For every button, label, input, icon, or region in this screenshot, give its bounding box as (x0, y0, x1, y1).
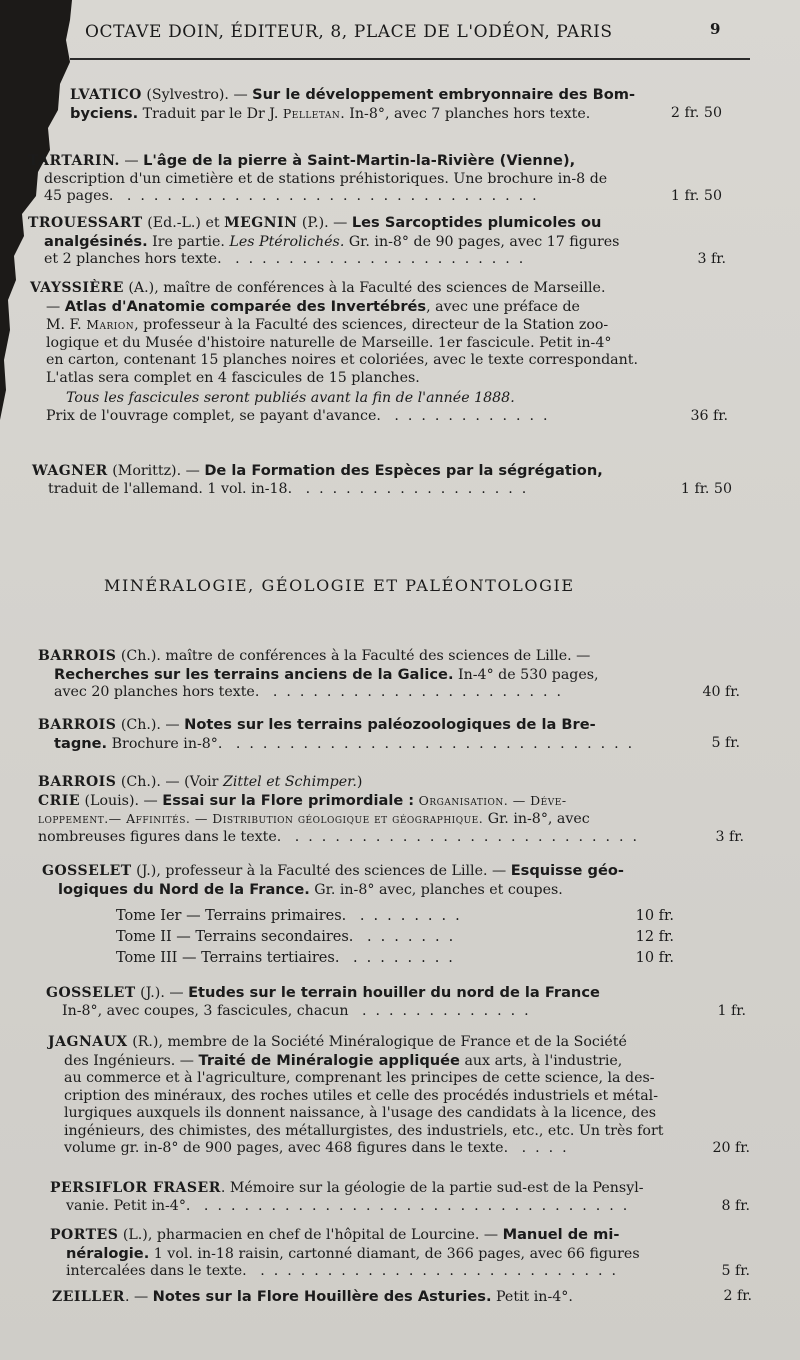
price: 2 fr. 50 (670, 104, 722, 121)
entry-line (30, 408, 728, 426)
dot-leader: ........................... (246, 1263, 625, 1279)
book-title: Esquisse géo- (510, 862, 624, 879)
page-number: 9 (710, 20, 722, 38)
entry-line (30, 280, 728, 298)
text-run: In-4° de 530 pages, (453, 666, 599, 683)
text-run: Petit in-4°. (491, 1289, 573, 1305)
text-run: . Mémoire sur la géologie de la partie sud-est de la Pensyl- (220, 1180, 644, 1196)
book-title: L'âge de la pierre à Saint-Martin-la-Rivière (Vienne), (143, 152, 576, 169)
book-title: logiques du Nord de la France. (58, 880, 310, 898)
entry-line (46, 1003, 746, 1021)
entry-line (38, 735, 740, 754)
publication-note: Tous les fascicules seront publiés avant la fin de l'année 1888. (66, 390, 515, 406)
author-name: BARROIS (38, 717, 117, 733)
text-run: Gr. in-8° avec, planches et coupes. (309, 881, 563, 898)
entry-line (28, 171, 722, 189)
text-run: Brochure in-8°. (107, 735, 223, 752)
text-run: traduit de l'allemand. 1 vol. in-18. (48, 480, 293, 497)
entry-line (38, 829, 744, 847)
price: 10 fr. (635, 908, 674, 924)
book-title: De la Formation des Espèces par la ségrégation, (204, 462, 603, 479)
tome-label: Tome II — Terrains secondaires. (116, 929, 354, 945)
text-run: et 2 planches hors texte. (44, 251, 222, 267)
publisher-line: OCTAVE DOIN, ÉDITEUR, 8, PLACE DE L'ODÉON, PARIS (85, 22, 613, 42)
entry-line (48, 1140, 750, 1158)
author-name: GOSSELET (46, 985, 136, 1001)
book-title: Recherches sur les terrains anciens de la Galice. (54, 665, 454, 683)
text-run: Gr. in-8° de 90 pages, avec 17 figures (344, 233, 620, 250)
subtitle: Organisation. — Déve- (414, 792, 567, 808)
entry-vayssiere (30, 280, 728, 425)
author-name: TARTARIN. (28, 153, 120, 169)
text-run: (A.), maître de conférences à la Faculté des sciences de Marseille. (123, 280, 606, 296)
price: 5 fr. (721, 1263, 750, 1279)
entry-line (52, 1288, 752, 1307)
dot-leader: .............................. (222, 735, 642, 752)
text-run: (R.), membre de la Société Minéralogique de France et de la Société (127, 1034, 627, 1050)
entry-line (50, 1245, 750, 1264)
text-run: (Sylvestro). — (141, 87, 253, 103)
text-run: — (119, 153, 144, 169)
text-run: intercalées dans le texte. (66, 1263, 247, 1279)
dot-leader: ........ (339, 950, 462, 966)
text-run: M. F. (46, 317, 87, 333)
price: 1 fr. (717, 1002, 746, 1019)
entry-barrois-crie (38, 774, 744, 846)
price: 1 fr. 50 (680, 480, 732, 497)
entry-line (48, 1034, 750, 1052)
text-run: . — (124, 1289, 153, 1305)
author-name: WAGNER (32, 463, 108, 479)
entry-line (28, 251, 726, 269)
text-run: Gr. in-8°, avec (483, 811, 590, 827)
text-run: , professeur à la Faculté des sciences, directeur de la Station zoo- (134, 317, 609, 333)
text-run: — (46, 298, 65, 315)
text-run: avec 20 planches hors texte. (54, 684, 260, 700)
text-run: , avec une préface de (426, 298, 580, 315)
entry-line (38, 716, 740, 735)
translator-name: Pelletan (282, 105, 341, 121)
text-run: (J.). — (135, 985, 189, 1001)
book-title: Essai sur la Flore primordiale : (162, 791, 415, 809)
tome-label: Tome III — Terrains tertiaires. (116, 950, 340, 966)
author-name: PORTES (50, 1227, 119, 1243)
text-run: 1 vol. in-18 raisin, cartonné diamant, de 366 pages, avec 66 figures (149, 1245, 640, 1262)
entry-line (28, 188, 722, 206)
text-run: ) (356, 774, 363, 790)
text-run: (Louis). — (80, 792, 163, 809)
entry-line (70, 86, 722, 105)
text-run: cription des minéraux, des roches utiles et celle des procédés industriels et métal- (64, 1087, 659, 1104)
text-run: volume gr. in-8° de 900 pages, avec 468 figures dans le texte. (64, 1140, 509, 1156)
text-run: . In-8°, avec 7 planches hors texte. (340, 105, 591, 122)
text-run: Ire partie. (147, 233, 230, 250)
text-run: In-8°, avec coupes, 3 fascicules, chacun (62, 1002, 349, 1019)
entry-line (30, 298, 728, 317)
text-run: Prix de l'ouvrage complet, se payant d'avance. (46, 407, 381, 424)
author-name: BARROIS (38, 774, 117, 790)
price: 2 fr. (723, 1288, 752, 1304)
tome-label: Tome Ier — Terrains primaires. (116, 908, 347, 924)
dot-leader: .......................... (281, 828, 647, 845)
entry-line (28, 214, 726, 233)
dot-leader: ....... (353, 929, 463, 945)
entry-silvatico (70, 86, 722, 123)
book-title: Notes sur la Flore Houillère des Asturies. (152, 1288, 492, 1305)
book-title: analgésinés. (44, 232, 148, 250)
entry-line (70, 105, 722, 124)
entry-line (30, 316, 728, 335)
author-name: VAYSSIÈRE (30, 280, 124, 296)
entry-tartarin (28, 152, 722, 206)
author-name: LVATICO (70, 87, 142, 103)
entry-line (50, 1226, 750, 1245)
book-title: néralogie. (66, 1244, 150, 1262)
tome-row (116, 929, 674, 945)
header-rule (70, 58, 750, 60)
author-name: JAGNAUX (48, 1034, 128, 1050)
entry-line (38, 792, 744, 811)
entry-portes (50, 1226, 750, 1281)
text-run: (Ch.). — (116, 717, 185, 733)
price: 10 fr. (635, 950, 674, 966)
entry-line (38, 684, 740, 702)
entry-line (48, 1070, 750, 1088)
author-name: ZEILLER (52, 1289, 125, 1305)
text-run: nombreuses figures dans le texte. (38, 828, 282, 845)
price: 20 fr. (712, 1140, 750, 1156)
text-run: lurgiques auxquels ils donnent naissance, à l'usage des candidats à la licence, des (64, 1105, 657, 1121)
price: 3 fr. (715, 828, 744, 845)
entry-jagnaux (48, 1034, 750, 1158)
entry-gosselet-esquisse (42, 862, 748, 899)
text-run: (J.), professeur à la Faculté des sciences de Lille. — (131, 863, 511, 879)
book-title: Atlas d'Anatomie comparée des Invertébrés (64, 297, 427, 315)
text-run: des Ingénieurs. — (64, 1052, 199, 1069)
book-title: Etudes sur le terrain houiller du nord de la France (188, 984, 600, 1001)
text-run: (Ed.-L.) et (142, 215, 225, 231)
text-run: vanie. Petit in-4°. (66, 1197, 191, 1214)
book-title: byciens. (70, 104, 139, 122)
price: 40 fr. (702, 684, 740, 700)
tome-row (116, 908, 674, 924)
entry-line (28, 152, 722, 171)
text-run: 45 pages. (44, 188, 114, 204)
book-title: Traité de Minéralogie appliquée (198, 1051, 460, 1069)
text-run: (Ch.). — (Voir (116, 774, 223, 790)
text-run: aux arts, à l'industrie, (459, 1052, 623, 1069)
entry-line (32, 462, 732, 481)
price: 1 fr. 50 (670, 188, 722, 204)
entry-barrois-bretagne (38, 716, 740, 753)
dot-leader: ...................... (259, 684, 571, 700)
dot-leader: ................. (292, 480, 536, 497)
book-title: tagne. (54, 734, 108, 752)
text-run: Traduit par le Dr J. (138, 105, 283, 122)
text-run: description d'un cimetière et de stations préhistoriques. Une brochure in-8 de (44, 170, 608, 187)
text-run: L'atlas sera complet en 4 fascicules de 15 planches. (46, 369, 420, 386)
author-name: MEGNIN (224, 215, 298, 231)
entry-line (38, 810, 744, 829)
subtitle: Les Ptérolichés. (229, 233, 345, 250)
reference: Zittel et Schimper. (222, 774, 357, 790)
text-run: logique et du Musée d'histoire naturelle de Marseille. 1er fascicule. Petit in-4° (46, 334, 612, 351)
entry-line (32, 481, 732, 499)
dot-leader: ............ (380, 407, 557, 424)
text-run: (Morittz). — (107, 463, 205, 479)
entry-barrois-galice (38, 648, 740, 702)
entry-line (30, 390, 728, 408)
entry-line (28, 233, 726, 252)
author-name: CRIE (38, 792, 80, 809)
author-name: BARROIS (38, 648, 117, 664)
entry-line (38, 774, 744, 792)
entry-line (42, 862, 748, 881)
entry-line (48, 1088, 750, 1106)
entry-line (38, 648, 740, 666)
book-title: Notes sur les terrains paléozoologiques de la Bre- (184, 716, 596, 733)
dot-leader: .... (508, 1140, 576, 1156)
subtitle: loppement.— Affinités. — Distribution géologique et géographique. (38, 811, 484, 826)
book-title: Sur le développement embryonnaire des Bom- (252, 86, 636, 103)
price: 36 fr. (690, 407, 728, 424)
entry-line (48, 1105, 750, 1123)
section-heading: MINÉRALOGIE, GÉOLOGIE ET PALÉONTOLOGIE (104, 576, 575, 595)
entry-trouessart (28, 214, 726, 269)
text-run: (Ch.). maître de conférences à la Faculté des sciences de Lille. — (116, 648, 591, 664)
text-run: en carton, contenant 15 planches noires et coloriées, avec le texte correspondant. (46, 352, 638, 368)
entry-line (30, 370, 728, 388)
entry-line (42, 881, 748, 900)
dot-leader: ........ (346, 908, 469, 924)
text-run: ingénieurs, des chimistes, des métallurgistes, des industriels, etc., etc. Un très fort (64, 1122, 664, 1139)
book-title: Les Sarcoptides plumicoles ou (351, 214, 602, 231)
dot-leader: ............. (348, 1002, 538, 1019)
price: 8 fr. (721, 1197, 750, 1214)
entry-line (30, 335, 728, 353)
author-name: PERSIFLOR FRASER (50, 1180, 221, 1196)
author-name: GOSSELET (42, 863, 132, 879)
book-title: Manuel de mi- (502, 1226, 620, 1243)
entry-line (48, 1123, 750, 1141)
entry-line (38, 666, 740, 685)
dot-leader: ................................ (190, 1197, 637, 1214)
entry-line (50, 1180, 750, 1198)
person-name: Marion (86, 317, 135, 332)
text-run: au commerce et à l'agriculture, comprenant les principes de cette science, la des- (64, 1070, 655, 1086)
entry-wagner (32, 462, 732, 498)
entry-line (50, 1198, 750, 1216)
author-name: TROUESSART (28, 215, 143, 231)
price: 3 fr. (697, 251, 726, 267)
entry-gosselet-houiller (46, 984, 746, 1020)
text-run: (P.). — (297, 215, 352, 231)
entry-persiflor-fraser (50, 1180, 750, 1215)
entry-line (30, 352, 728, 370)
price: 12 fr. (635, 929, 674, 945)
tome-row (116, 950, 674, 966)
price: 5 fr. (711, 734, 740, 751)
dot-leader: ...................... (221, 251, 533, 267)
entry-line (46, 984, 746, 1003)
entry-zeiller (52, 1288, 752, 1307)
entry-line (48, 1052, 750, 1071)
text-run: (L.), pharmacien en chef de l'hôpital de Lourcine. — (118, 1227, 503, 1243)
entry-line (50, 1263, 750, 1281)
running-header (85, 22, 745, 46)
dot-leader: ............................... (113, 188, 546, 204)
